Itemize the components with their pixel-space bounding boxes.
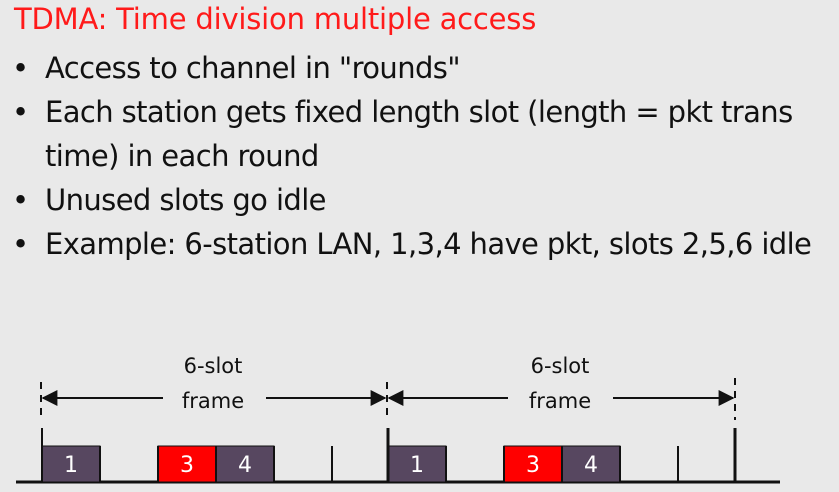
slot-number: 4 — [238, 453, 252, 478]
frame-label-line-2: frame — [181, 389, 245, 413]
bullet-item — [0, 178, 839, 222]
slot-number: 1 — [64, 453, 78, 478]
bullet-dot-icon: • — [12, 95, 29, 129]
bullet-dot-icon: • — [12, 183, 29, 217]
bullet-item — [0, 222, 839, 266]
bullet-dot-icon: • — [12, 227, 29, 261]
slot-number: 3 — [180, 453, 194, 478]
bullet-text: Example: 6-station LAN, 1,3,4 have pkt, slots 2,5,6 idle — [45, 227, 812, 261]
bullet-item — [0, 46, 839, 90]
bullet-text: Access to channel in "rounds" — [45, 51, 461, 85]
tdma-diagram — [0, 340, 839, 492]
slot-number: 1 — [410, 453, 424, 478]
frame-label-line-1: 6-slot — [183, 354, 243, 378]
bullet-item — [0, 90, 839, 178]
frame-label-line-2: frame — [528, 389, 592, 413]
bullet-list — [0, 46, 839, 266]
bullet-dot-icon: • — [12, 51, 29, 85]
slot-number: 4 — [584, 453, 598, 478]
bullet-text: Unused slots go idle — [45, 183, 326, 217]
slot-number: 3 — [526, 453, 540, 478]
slide-title: TDMA: Time division multiple access — [14, 2, 537, 36]
bullet-text-line-1: Each station gets fixed length slot (length = pkt trans — [45, 95, 793, 129]
frame-label-line-1: 6-slot — [530, 354, 590, 378]
bullet-text-line-2: time) in each round — [45, 139, 319, 173]
